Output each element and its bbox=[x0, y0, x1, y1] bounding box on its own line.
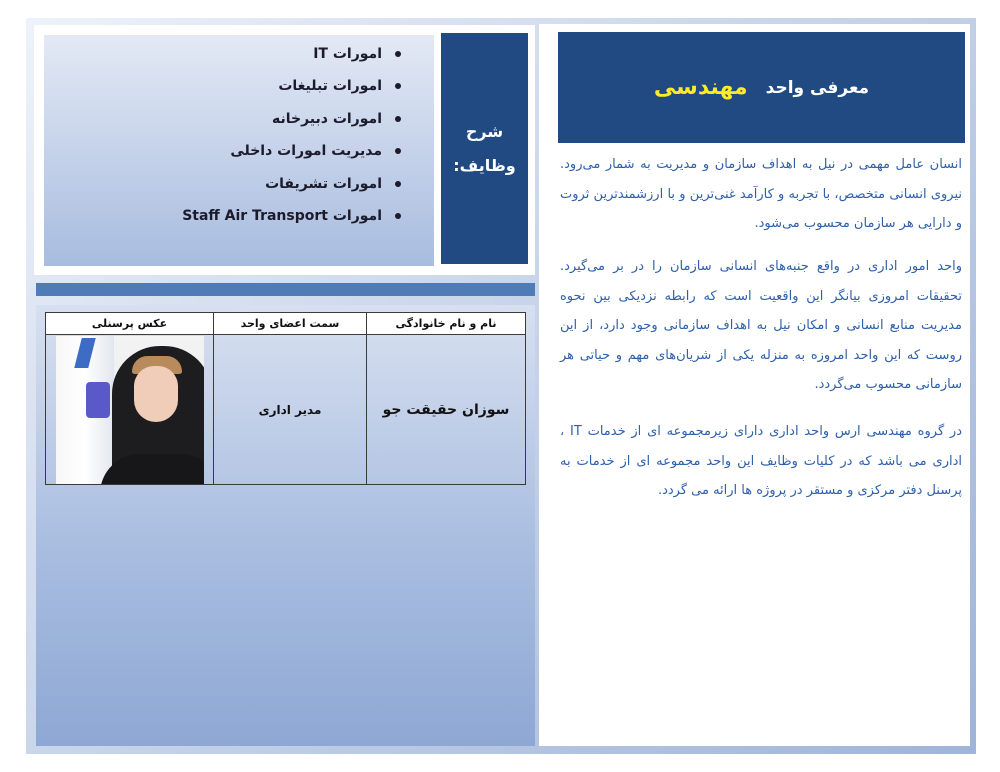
table-row bbox=[46, 335, 526, 485]
intro-paragraph-3: در گروه مهندسی ارس واحد اداری دارای زیرمجموعه ای از خدمات IT ، اداری می باشد که در کلیات وظایف این واحد مجموعه ای از خدمات به پرسنل دفتر مرکزی و مستقر در پروژه ها ارائه می گردد. bbox=[560, 424, 962, 498]
staff-photo bbox=[56, 336, 204, 484]
header-photo: عکس پرسنلی bbox=[46, 313, 214, 335]
header-role: سمت اعضای واحد bbox=[214, 313, 367, 335]
bullet-icon bbox=[395, 51, 401, 57]
bullet-icon bbox=[395, 148, 401, 154]
title-bar bbox=[558, 32, 965, 143]
bullet-icon bbox=[395, 116, 401, 122]
page-title: معرفی واحد bbox=[765, 77, 870, 98]
company-flag bbox=[56, 336, 114, 484]
duties-label: شرح وظایف: bbox=[441, 33, 528, 264]
header-name: نام و نام خانوادگی bbox=[367, 313, 526, 335]
unit-name: مهندسی bbox=[653, 75, 748, 100]
duties-list bbox=[44, 38, 404, 232]
bullet-icon bbox=[395, 83, 401, 89]
staff-table bbox=[45, 312, 526, 485]
staff-photo-cell bbox=[46, 335, 214, 485]
section-divider bbox=[36, 283, 535, 296]
bullet-icon bbox=[395, 181, 401, 187]
staff-name: سوزان حقیقت جو bbox=[367, 335, 526, 485]
duty-item: امورات Staff Air Transport bbox=[44, 200, 404, 232]
duty-item: امورات تبلیغات bbox=[44, 70, 404, 102]
intro-paragraph-1: انسان عامل مهمی در نیل به اهداف سازمان و مدیریت به شمار می‌رود. نیروی انسانی متخصص، با تجربه و کارآمد غنی‌ترین و با ارزشمندترین ثروت و دارایی هر سازمان محسوب می‌شود. bbox=[560, 157, 962, 231]
duty-item: امورات IT bbox=[44, 38, 404, 70]
intro-paragraph-2: واحد امور اداری در واقع جنبه‌های انسانی سازمان را در بر می‌گیرد. تحقیقات امروزی بیانگر این واقعیت است که رابطه نزدیکی بین نحوه مدیریت منابع انسانی و امکان نیل به اهداف سازمانی وجود دارد، از این روست که این واحد امروزه به منزله یکی از شریان‌های مهم و حیاتی هر سازمانی محسوب می‌گردد. bbox=[560, 259, 962, 392]
bullet-icon bbox=[395, 213, 401, 219]
duty-item: امورات دبیرخانه bbox=[44, 103, 404, 135]
staff-role: مدیر اداری bbox=[214, 335, 367, 485]
duty-item: مدیریت امورات داخلی bbox=[44, 135, 404, 167]
duty-item: امورات تشریفات bbox=[44, 168, 404, 200]
